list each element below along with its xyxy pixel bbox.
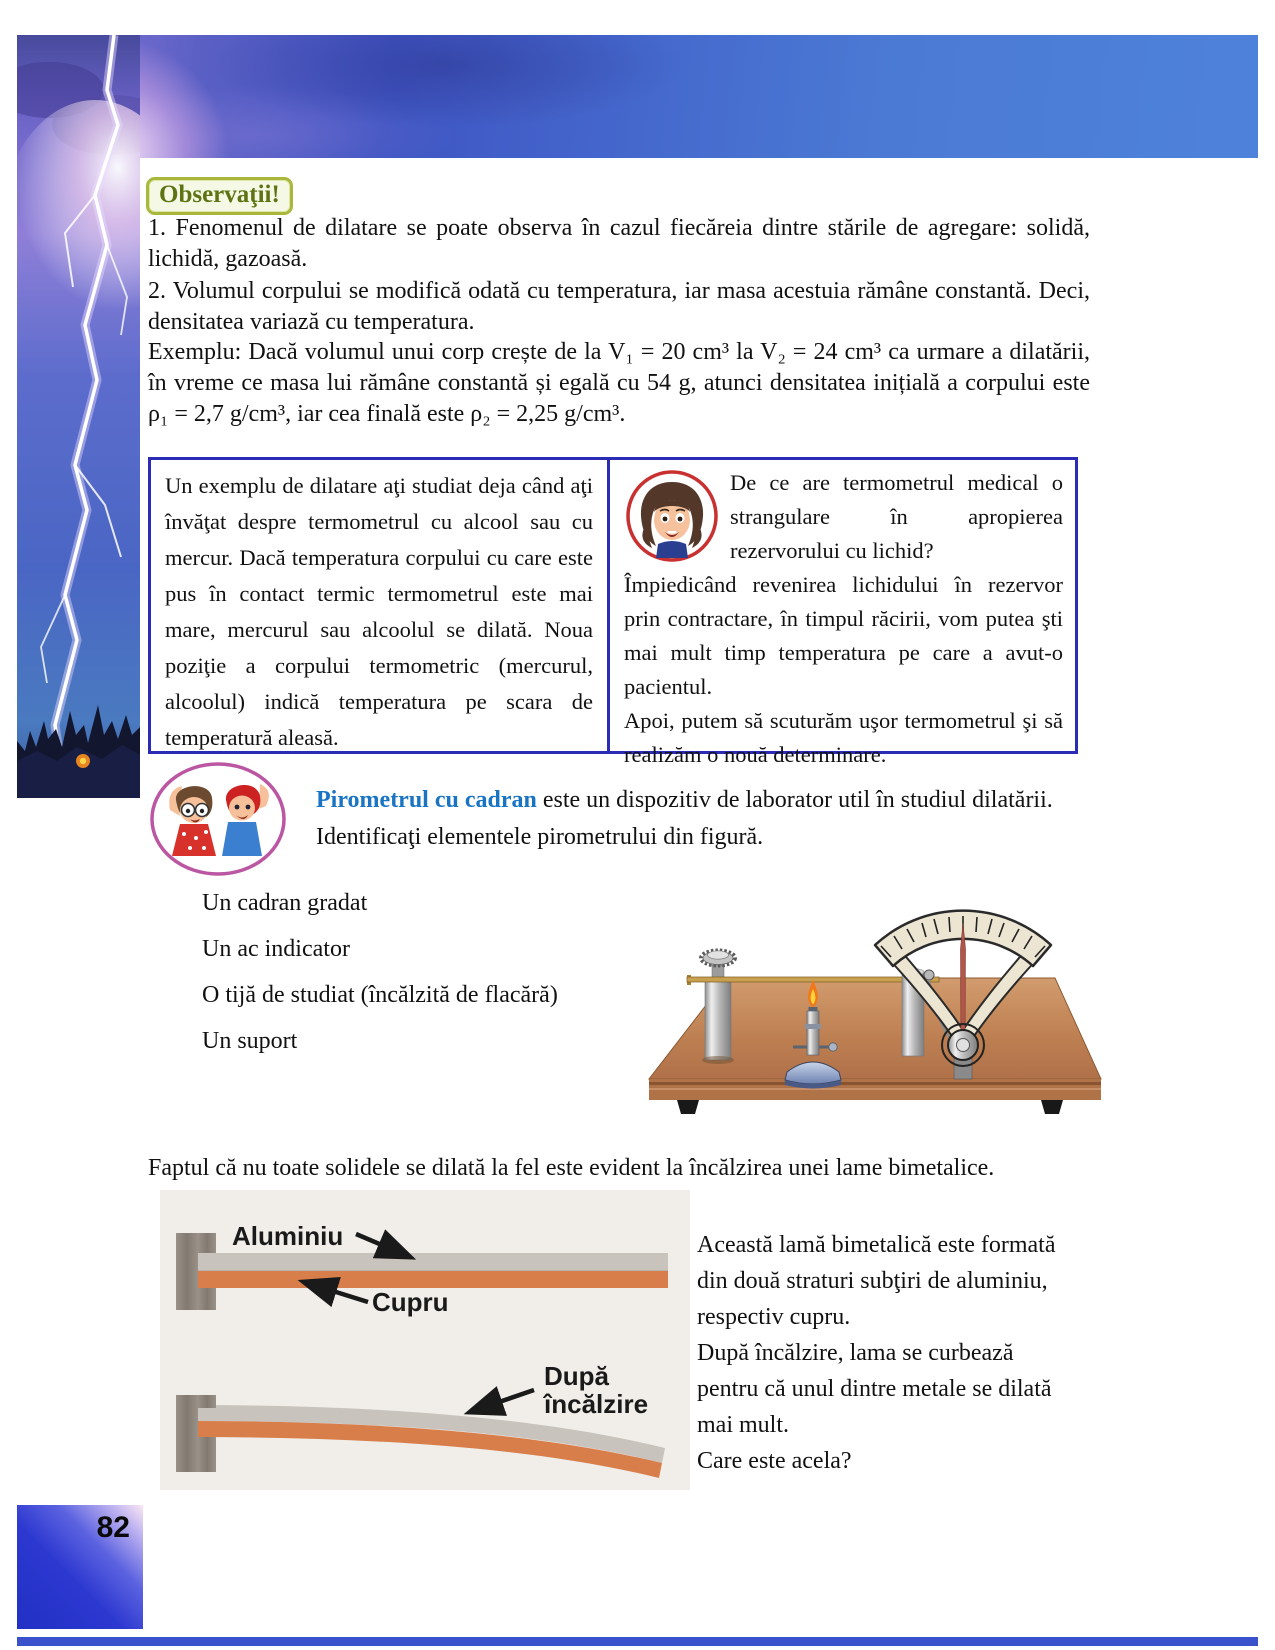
question-text: De ce are termometrul medical o strangulare în apropierea rezervorului cu lichid?: [730, 470, 1063, 563]
observatii-badge: Observaţii!: [146, 177, 293, 215]
pyrometer-figure: [635, 853, 1105, 1119]
lightning-storm-illustration: [17, 35, 140, 798]
note-example: Exemplu: Dacă volumul unui corp crește de la V₁ = 20 cm³ la V₂ = 24 cm³ ca urmare a dilatării, în vreme ce masa lui rămâne constantă și egală cu 54 g, atunci densitatea inițială a corpului este ρ₁ = 2,7 g/cm³, iar cea finală este ρ₂ = 2,25 g/cm³.: [148, 339, 1090, 427]
answer-text-2: Apoi, putem să scuturăm uşor termometrul şi să realizăm o nouă determinare.: [624, 708, 1063, 767]
pyrometer-intro-text: [316, 782, 1106, 856]
kids-avatar-icon: [148, 760, 288, 878]
answer-text-1: Împiedicând revenirea lichidului în rezervor prin contractare, în timpul răcirii, vom putea şti mai mult timp temperatura pe care a avut-o pacientul.: [624, 572, 1063, 699]
bimetal-p1: Această lamă bimetalică este formată din două straturi subţiri de aluminiu, respectiv cupru.: [697, 1232, 1056, 1330]
boy-shirt: [222, 822, 262, 856]
thermometer-info-box: [148, 457, 1078, 767]
list-item: Un cadran gradat: [202, 890, 368, 916]
support-post-left: [701, 951, 735, 1065]
shirt: [656, 541, 688, 558]
aluminium-layer: [190, 1253, 668, 1270]
page-number-block: [17, 1505, 143, 1629]
list-item: Un ac indicator: [202, 936, 350, 962]
label-dupa-incalzire: După încălzire: [544, 1361, 649, 1419]
bimetal-p3: Care este acela?: [697, 1448, 852, 1474]
bimetal-p2: După încălzire, lama se curbează pentru că unul dintre metale se dilată mai mult.: [697, 1340, 1052, 1438]
thermometer-text: Un exemplu de dilatare aţi studiat deja când aţi învăţat despre termometrul cu alcool sau cu mercur. Dacă temperatura corpului cu care este pus în contact termic termometrul este mai mare, mercurul sau alcoolul se dilată. Noua poziţie a corpului termometric (mercurul, alcoolul) indică temperatura pe scara de temperatură aleasă.: [165, 473, 593, 750]
page-number: 82: [96, 1511, 130, 1544]
bimetal-explanation: [697, 1227, 1071, 1479]
footer-bar: [17, 1637, 1258, 1646]
label-cupru: Cupru: [372, 1287, 449, 1317]
pyrometer-intro-rest: este un dispozitiv de laborator util în studiul dilatării.: [536, 787, 1053, 813]
note-2: 2. Volumul corpului se modifică odată cu temperatura, iar masa acestuia rămâne constantă. Deci, densitatea variază cu temperatura.: [148, 278, 1090, 335]
label-aluminiu: Aluminiu: [232, 1221, 344, 1251]
wall-anchor: [176, 1233, 198, 1310]
girl-avatar-icon: [624, 468, 720, 564]
copper-layer: [190, 1271, 668, 1288]
header-banner-photo: [17, 35, 1258, 158]
note-1: 1. Fenomenul de dilatare se poate observa în cazul fiecăreia dintre stările de agregare: solidă, lichidă, gazoasă.: [148, 215, 1090, 272]
pyrometer-parts-list: [202, 880, 558, 1064]
medical-thermometer-qa: [607, 460, 1075, 767]
indicator-needle: [961, 923, 966, 1045]
boy-face: [229, 796, 255, 821]
list-item: O tijă de studiat (încălzită de flacără): [202, 982, 558, 1008]
pyrometer-intro-line2: Identificaţi elementele pirometrului din figură.: [316, 824, 764, 850]
bimetal-intro: Faptul că nu toate solidele se dilată la fel este evident la încălzirea unei lame bimetalice.: [148, 1155, 995, 1181]
list-item: Un suport: [202, 1028, 298, 1054]
lightning-photo: [17, 35, 140, 798]
pyrometer-title: Pirometrul cu cadran: [316, 787, 537, 813]
wall-anchor: [176, 1395, 198, 1472]
